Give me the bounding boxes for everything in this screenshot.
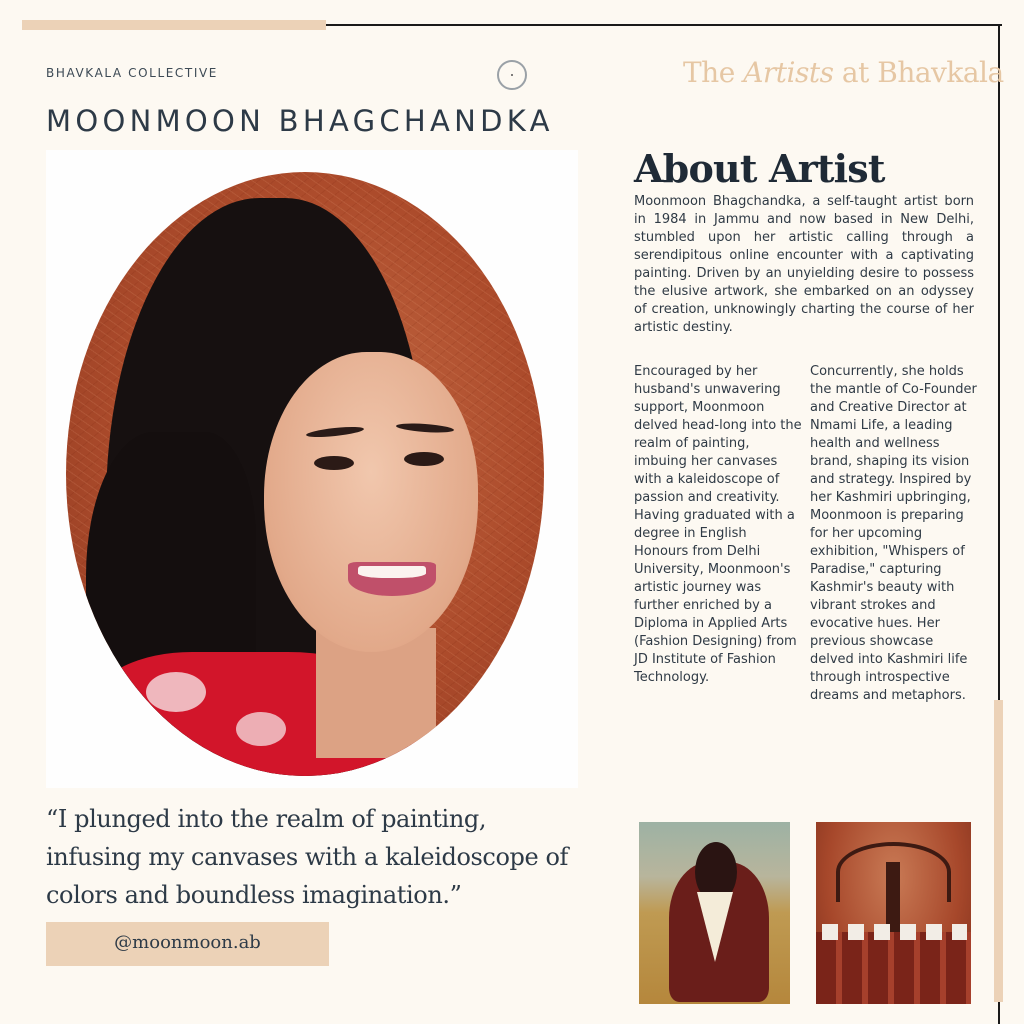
- about-column-1: Encouraged by her husband's unwavering support, Moonmoon delved head-long into the realm of painting, imbuing her canvases with a kaleidoscope of passion and creativity. Having graduated with a degree in English Honours from Delhi University, Moonmoon's artistic journey was further enriched by a Diploma in Applied Arts (Fashion Designing) from JD Institute of Fashion Technology.: [634, 364, 802, 685]
- artwork-thumbnail-1: [639, 822, 790, 1004]
- artwork-figures: [816, 932, 971, 1004]
- portrait-oval: [66, 172, 544, 776]
- brand-prefix: The: [683, 56, 735, 89]
- social-handle-box[interactable]: [46, 922, 329, 966]
- artist-quote: “I plunged into the realm of painting, infusing my canvases with a kaleidoscope of colors and boundless imagination.”: [46, 805, 569, 909]
- portrait-eye: [404, 452, 444, 466]
- artist-portrait: [46, 150, 578, 788]
- portrait-shirt-pattern: [146, 672, 206, 712]
- brand-suffix: at Bhavkala: [841, 56, 1004, 89]
- portrait-face: [264, 352, 478, 652]
- about-intro: Moonmoon Bhagchandka, a self-taught artist born in 1984 in Jammu and now based in New Delhi, stumbled upon her artistic calling through a serendipitous online encounter with a captivating painting. Driven by an unyielding desire to possess the elusive artwork, she embarked on an odyssey of creation, unknowingly charting the course of her artistic destiny.: [634, 194, 974, 335]
- social-handle[interactable]: @moonmoon.ab: [114, 932, 261, 953]
- about-column-2: Concurrently, she holds the mantle of Co-Founder and Creative Director at Nmami Life, a leading health and wellness brand, shaping its vision and strategy. Inspired by her Kashmiri upbringing, Moonmoon is preparing for her upcoming exhibition, "Whispers of Paradise," capturing Kashmir's beauty with vibrant strokes and evocative hues. Her previous showcase delved into Kashmiri life through introspective dreams and metaphors.: [810, 364, 977, 703]
- collective-label: BHAVKALA COLLECTIVE: [46, 66, 218, 80]
- brand-title: [683, 56, 1004, 89]
- brand-italic: Artists: [743, 56, 834, 89]
- artist-name: MOONMOON BHAGCHANDKA: [46, 104, 554, 138]
- portrait-teeth: [358, 566, 426, 578]
- decorative-bar-top: [22, 20, 326, 30]
- artwork-caps: [822, 924, 967, 940]
- decorative-line-top: [326, 24, 1002, 26]
- artwork-thumbnail-2: [816, 822, 971, 1004]
- circle-logo-icon: [497, 60, 527, 90]
- portrait-eye: [314, 456, 354, 470]
- portrait-shirt-pattern: [236, 712, 286, 746]
- decorative-bar-right: [994, 700, 1003, 1002]
- about-title: About Artist: [634, 146, 885, 191]
